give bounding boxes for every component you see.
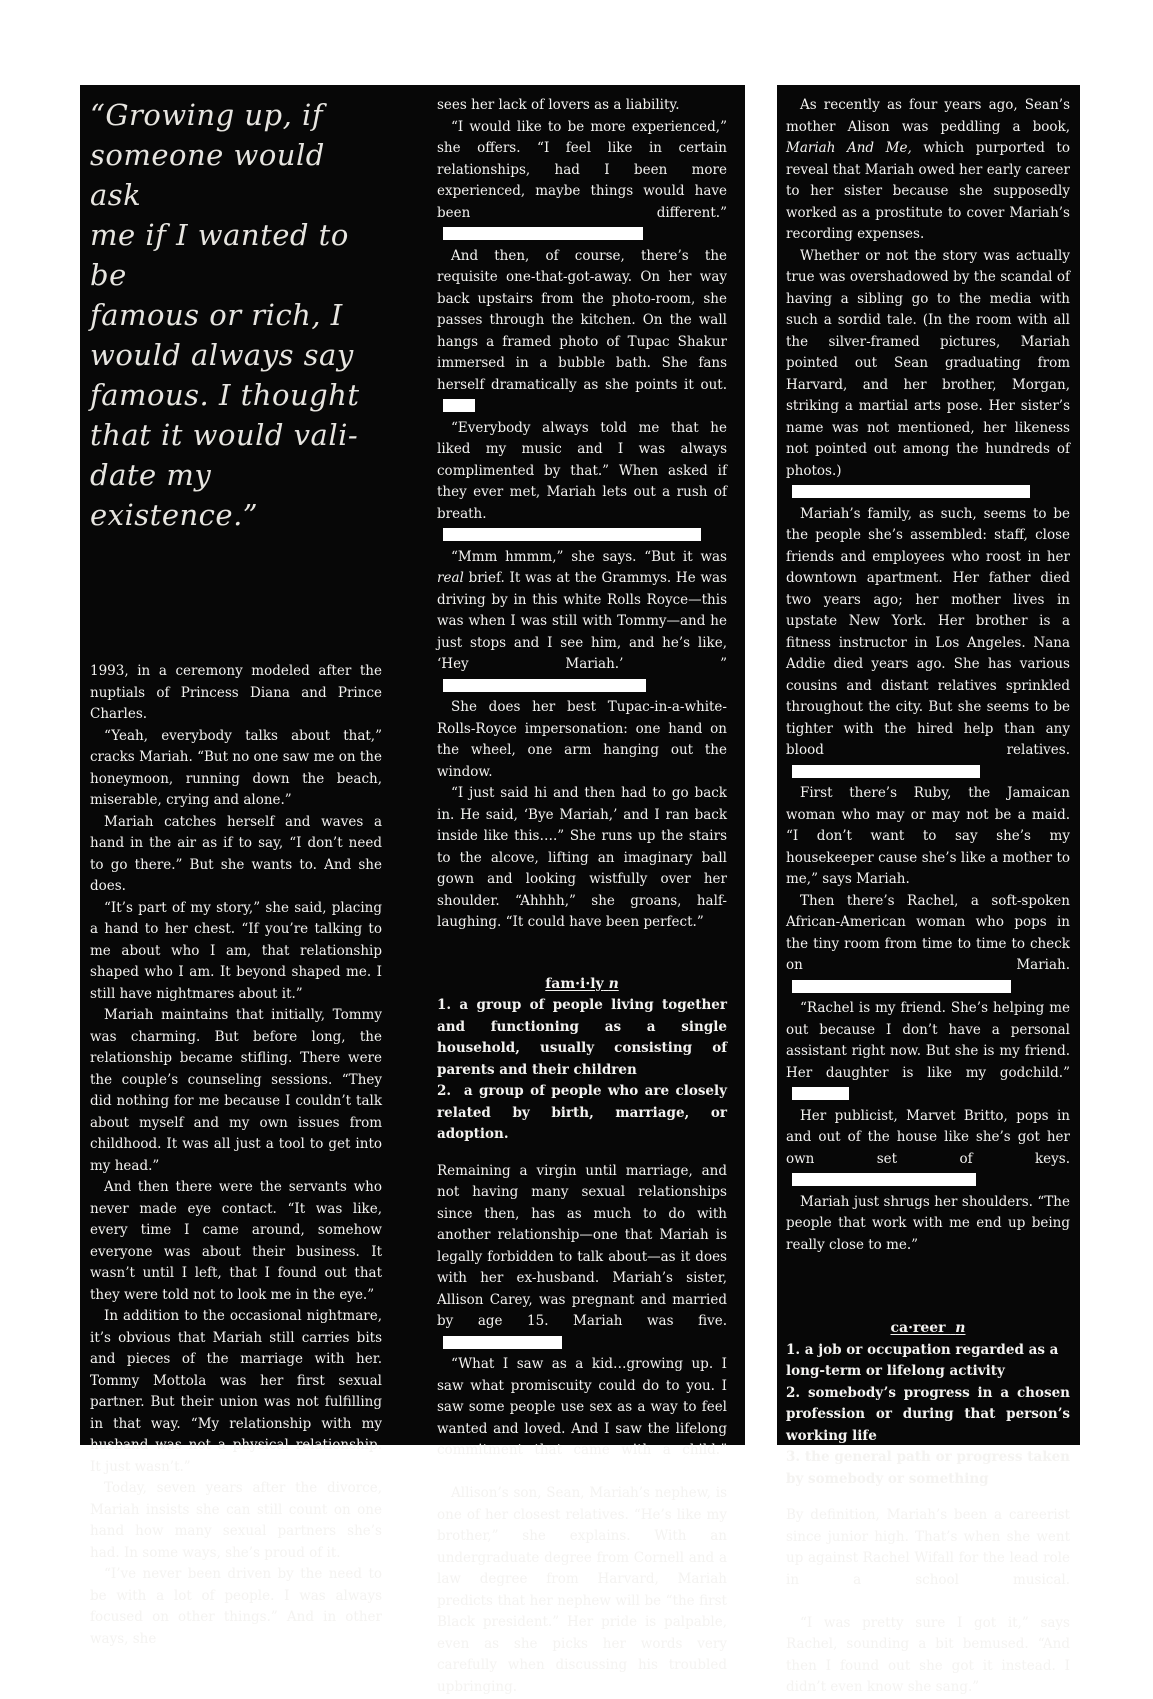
paragraph-end-bar xyxy=(443,1465,497,1478)
definition-item xyxy=(437,1081,727,1146)
paragraph xyxy=(786,95,1070,246)
paragraph xyxy=(437,117,727,246)
paragraph xyxy=(786,1192,1070,1257)
paragraph xyxy=(437,1354,727,1483)
paragraph xyxy=(786,504,1070,784)
body-text: And then, of course, there’s the requisite one-that-got-away. On her way back upstairs from the photo-room, she passes through the kitchen. On the wall hangs a framed photo of Tupac Shakur immersed in a bubble bath. She fans herself dramatically as she points it out. xyxy=(437,247,727,393)
body-text: “I just said hi and then had to go back in. He said, ‘Bye Mariah,’ and I ran back inside like this….” She runs up the stairs to the alcove, lifting an imaginary ball gown and looking wistfully over her shoulder. “Ahhhh,” she groans, half-laughing. “It could have been perfect.” xyxy=(437,785,727,930)
paragraph xyxy=(437,697,727,783)
definition-heading xyxy=(437,974,727,996)
italic-text: real xyxy=(437,570,464,586)
definition-heading xyxy=(786,1318,1070,1340)
paragraph xyxy=(90,898,382,1006)
paragraph-end-bar xyxy=(792,485,1030,498)
body-text: Then there’s Rachel, a soft-spoken African-American woman who pops in the tiny room from time to time to check on Mariah. xyxy=(786,892,1070,973)
paragraph xyxy=(90,1177,382,1306)
body-text: “It’s part of my story,” she said, placing a hand to her chest. “If you’re talking to me about who I am, that relationship shaped who I am. It beyond shaped me. I still have nightmares about it.” xyxy=(90,899,382,1002)
paragraph xyxy=(90,812,382,898)
definition-item xyxy=(437,995,727,1081)
paragraph xyxy=(437,547,727,698)
paragraph-end-bar xyxy=(792,765,980,778)
body-text: Remaining a virgin until marriage, and not having many sexual relationships since then, has as much to do with another relationship—one that Mariah is legally forbidden to talk about—as it does with her ex-husband. Mariah’s sister, Allison Carey, was pregnant and married by age 15. Mariah was five. xyxy=(437,1162,727,1329)
paragraph xyxy=(90,1478,382,1564)
italic-text: Mariah And Me, xyxy=(786,140,912,156)
paragraph xyxy=(786,783,1070,891)
body-text: Mariah just shrugs her shoulders. “The people that work with me end up being really close to me.” xyxy=(786,1193,1070,1253)
body-text: sees her lack of lovers as a liability. xyxy=(437,97,680,113)
pull-quote: “Growing up, if someone would ask me if I wanted to be famous or rich, I would always say famous. I thought that it would vali- date my existence.” xyxy=(90,98,360,532)
body-text: “I would like to be more experienced,” she offers. “I feel like in certain relationships, had I been more experienced, maybe things would have been different.” xyxy=(437,118,727,221)
body-text: “Rachel is my friend. She’s helping me out because I don’t have a personal assistant right now. But she is my friend. Her daughter is like my godchild.” xyxy=(786,1000,1070,1081)
body-text: brief. It was at the Grammys. He was driving by in this white Rolls Royce—this was when I was still with Tommy—and he just stops and I see him, and he’s like, ‘Hey Mariah.’ ” xyxy=(437,570,727,672)
paragraph xyxy=(786,891,1070,999)
paragraph xyxy=(786,1106,1070,1192)
column-left xyxy=(90,95,382,1650)
body-text: Her publicist, Marvet Britto, pops in and out of the house like she’s got her own set of keys. xyxy=(786,1107,1070,1167)
body-text: 1993, in a ceremony modeled after the nuptials of Princess Diana and Prince Charles. xyxy=(90,663,382,722)
definition-word: ca·reer n xyxy=(890,1320,966,1336)
paragraph xyxy=(786,998,1070,1106)
body-text: 2. somebody’s progress in a chosen profession or during that person’s working life xyxy=(786,1384,1070,1444)
paragraph xyxy=(437,1483,727,1698)
body-text: “I was pretty sure I got it,” says Rachel, sounding a bit bemused. “And then I found out she got it instead. I didn’t even know she sang.” xyxy=(786,1614,1070,1695)
body-text: And then there were the servants who never made eye contact. “It was like, every time I came around, somehow everyone was about their business. It wasn’t until I left, that I found out that they were told not to look me in the eye.” xyxy=(90,1179,382,1303)
body-text: Whether or not the story was actually true was overshadowed by the scandal of having a sibling go to the media with such a sordid tale. (In the room with all the silver-framed pictures, Mariah pointed out Sean graduating from Harvard, and her brother, Morgan, striking a martial arts pose. Her sister’s name was not mentioned, her likeness not pointed out among the hundreds of photos.) xyxy=(786,247,1070,479)
body-text: “What I saw as a kid…growing up. I saw what promiscuity could do to you. I saw some people use sex as a way to feel wanted and loved. And I saw the lifelong commitment that came with a child.” xyxy=(437,1356,727,1458)
body-text: Allison’s son, Sean, Mariah’s nephew, is one of her closest relatives. “He’s like my brother,” she explains. With an undergraduate degree from Cornell and a law degree from Harvard, Mariah predicts that her nephew will be “the first Black president.” Her pride is palpable, even as she picks her words very carefully when discussing his troubled upbringing. xyxy=(437,1485,727,1695)
paragraph xyxy=(786,1613,1070,1699)
paragraph xyxy=(437,1161,727,1355)
body-text: By definition, Mariah’s been a careerist since junior high. That’s when she went up against Rachel Wifall for the lead role in a school musical. xyxy=(786,1507,1070,1588)
body-text: First there’s Ruby, the Jamaican woman who may or may not be a maid. “I don’t want to say she’s my housekeeper cause she’s like a mother to me,” says Mariah. xyxy=(786,785,1070,887)
paragraph-end-bar xyxy=(792,1087,849,1100)
body-text: Today, seven years after the divorce, Mariah insists she can still count on one hand how many sexual partners she’s had. In some ways, she’s proud of it. xyxy=(90,1480,382,1561)
body-text: 1. a group of people living together and functioning as a single household, usually consisting of parents and their children xyxy=(437,997,727,1078)
paragraph-end-bar xyxy=(443,1336,562,1349)
definition-item: 1. a job or occupation regarded as a long-term or lifelong activity xyxy=(786,1341,1059,1379)
definition-item xyxy=(786,1447,1070,1490)
body-text: She does her best Tupac-in-a-white-Rolls-Royce impersonation: one hand on the wheel, one arm hanging out the window. xyxy=(437,699,727,780)
paragraph xyxy=(437,95,727,117)
paragraph xyxy=(90,1005,382,1177)
body-text: Mariah maintains that initially, Tommy was charming. But before long, the relationship became stifling. There were the couple’s counseling sessions. “They did nothing for me because I couldn’t talk about myself and my own issues from childhood. It was all just a tool to get into my head.” xyxy=(90,1007,382,1174)
paragraph xyxy=(437,783,727,934)
paragraph-end-bar xyxy=(792,980,1011,993)
paragraph-end-bar xyxy=(443,528,701,541)
definition-item xyxy=(786,1383,1070,1448)
column-middle xyxy=(437,95,727,1698)
paragraph xyxy=(437,246,727,418)
body-text: “Mmm hmmm,” she says. “But it was xyxy=(451,548,727,565)
body-text: 2. a group of people who are closely related by birth, marriage, or adoption. xyxy=(437,1083,727,1142)
body-text: Mariah’s family, as such, seems to be the people she’s assembled: staff, close friends and employees who roost in her downtown apartment. Her father died two years ago; her mother lives in upstate New York. Her brother is a fitness instructor in Los Angeles. Nana Addie died years ago. She has various cousins and distant relatives sprinkled throughout the city. But she seems to be tighter with the hired help than any blood relatives. xyxy=(786,505,1070,758)
paragraph xyxy=(90,726,382,812)
paragraph-end-bar xyxy=(443,399,475,412)
part-of-speech-label: n xyxy=(608,975,619,992)
paragraph xyxy=(437,418,727,547)
body-text: which purported to reveal that Mariah owed her early career to her sister because she supposedly worked as a prostitute to cover Mariah’s recording expenses. xyxy=(786,140,1070,242)
body-text: In addition to the occasional nightmare, it’s obvious that Mariah still carries bits and pieces of the marriage with her. Tommy Mottola was her first sexual partner. But their union was not fulfilling in that way. “My relationship with my husband was not a physical relationship. It just wasn’t.” xyxy=(90,1308,382,1475)
body-text: “Yeah, everybody talks about that,” cracks Mariah. “But no one saw me on the honeymoon, running down the beach, miserable, crying and alone.” xyxy=(90,727,382,808)
paragraph-end-bar xyxy=(792,1594,951,1607)
part-of-speech-label: n xyxy=(955,1320,966,1336)
paragraph xyxy=(786,246,1070,504)
body-text: As recently as four years ago, Sean’s mother Alison was peddling a book, xyxy=(786,97,1070,135)
column-right xyxy=(786,95,1070,1699)
paragraph xyxy=(90,1564,382,1650)
body-text: “I’ve never been driven by the need to be with a lot of people. I was always focused on other things.” And in other ways, she xyxy=(90,1566,382,1647)
body-text: 3. the general path or progress taken by somebody or something xyxy=(786,1449,1070,1487)
body-text: “Everybody always told me that he liked my music and I was always complimented by that.” When asked if they ever met, Mariah lets out a rush of breath. xyxy=(437,419,727,522)
paragraph xyxy=(90,661,382,726)
paragraph-end-bar xyxy=(443,227,643,240)
paragraph xyxy=(786,1505,1070,1613)
paragraph-end-bar xyxy=(443,679,646,692)
definition-word: fam·i·ly n xyxy=(545,975,619,992)
body-text: Mariah catches herself and waves a hand in the air as if to say, “I don’t need to go there.” But she wants to. And she does. xyxy=(90,813,382,894)
paragraph xyxy=(90,1306,382,1478)
paragraph-end-bar xyxy=(792,1173,976,1186)
